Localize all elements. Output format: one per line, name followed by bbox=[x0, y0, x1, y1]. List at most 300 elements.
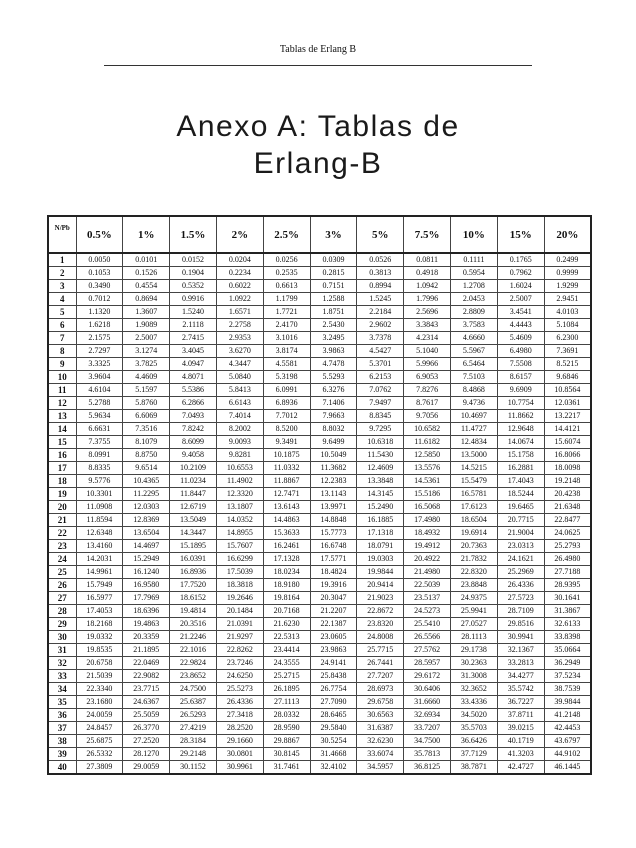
table-cell: 37.8711 bbox=[497, 709, 544, 722]
table-cell: 8.4868 bbox=[451, 384, 498, 397]
table-cell: 28.0332 bbox=[263, 709, 310, 722]
table-cell: 17.5039 bbox=[216, 566, 263, 579]
table-cell: 36.8125 bbox=[404, 761, 451, 775]
table-cell: 12.6348 bbox=[76, 527, 123, 540]
table-cell: 12.9648 bbox=[497, 423, 544, 436]
table-cell: 33.7207 bbox=[404, 722, 451, 735]
table-cell: 4.0947 bbox=[170, 358, 217, 371]
table-cell: 19.3916 bbox=[310, 579, 357, 592]
table-cell: 16.0391 bbox=[170, 553, 217, 566]
table-cell: 31.7461 bbox=[263, 761, 310, 775]
table-row bbox=[48, 748, 591, 761]
table-cell: 11.4902 bbox=[216, 475, 263, 488]
table-cell: 34.7500 bbox=[404, 735, 451, 748]
table-row bbox=[48, 501, 591, 514]
table-cell: 18.4824 bbox=[310, 566, 357, 579]
table-cell: 26.4336 bbox=[216, 696, 263, 709]
table-row bbox=[48, 657, 591, 670]
table-cell: 15.1895 bbox=[170, 540, 217, 553]
table-cell: 10.4697 bbox=[451, 410, 498, 423]
table-cell: 18.2168 bbox=[76, 618, 123, 631]
table-cell: 22.8262 bbox=[216, 644, 263, 657]
table-cell: 1.6024 bbox=[497, 280, 544, 293]
table-cell: 26.7754 bbox=[310, 683, 357, 696]
table-cell: 32.4102 bbox=[310, 761, 357, 775]
table-cell: 21.5039 bbox=[76, 670, 123, 683]
table-cell: 8.8335 bbox=[76, 462, 123, 475]
table-cell: 23.7715 bbox=[123, 683, 170, 696]
table-cell: 6.5464 bbox=[451, 358, 498, 371]
table-cell: 41.3203 bbox=[497, 748, 544, 761]
table-cell: 0.3490 bbox=[76, 280, 123, 293]
table-cell: 0.9999 bbox=[544, 267, 591, 280]
table-cell: 16.1885 bbox=[357, 514, 404, 527]
table-cell: 0.0309 bbox=[310, 253, 357, 267]
table-row bbox=[48, 670, 591, 683]
row-channels: 15 bbox=[48, 436, 76, 449]
column-header: 2% bbox=[216, 216, 263, 253]
row-channels: 18 bbox=[48, 475, 76, 488]
table-cell: 42.4453 bbox=[544, 722, 591, 735]
table-cell: 13.6143 bbox=[263, 501, 310, 514]
table-cell: 15.5186 bbox=[404, 488, 451, 501]
table-cell: 15.7949 bbox=[76, 579, 123, 592]
table-cell: 25.2793 bbox=[544, 540, 591, 553]
table-cell: 2.2184 bbox=[357, 306, 404, 319]
table-cell: 22.8320 bbox=[451, 566, 498, 579]
column-header: 20% bbox=[544, 216, 591, 253]
table-cell: 9.6499 bbox=[310, 436, 357, 449]
table-cell: 25.9941 bbox=[451, 605, 498, 618]
table-cell: 21.9023 bbox=[357, 592, 404, 605]
table-cell: 7.7012 bbox=[263, 410, 310, 423]
table-cell: 16.8936 bbox=[170, 566, 217, 579]
table-cell: 19.4814 bbox=[170, 605, 217, 618]
table-cell: 7.8276 bbox=[404, 384, 451, 397]
table-cell: 5.3198 bbox=[263, 371, 310, 384]
table-cell: 11.8662 bbox=[497, 410, 544, 423]
table-cell: 26.4336 bbox=[497, 579, 544, 592]
table-cell: 23.0605 bbox=[310, 631, 357, 644]
table-cell: 32.3652 bbox=[451, 683, 498, 696]
table-cell: 17.4053 bbox=[76, 605, 123, 618]
table-cell: 1.5245 bbox=[357, 293, 404, 306]
table-cell: 38.7539 bbox=[544, 683, 591, 696]
table-cell: 4.2314 bbox=[404, 332, 451, 345]
row-channels: 6 bbox=[48, 319, 76, 332]
table-row bbox=[48, 631, 591, 644]
row-channels: 2 bbox=[48, 267, 76, 280]
table-cell: 0.5954 bbox=[451, 267, 498, 280]
row-channels: 29 bbox=[48, 618, 76, 631]
table-cell: 2.2758 bbox=[216, 319, 263, 332]
table-cell: 17.1318 bbox=[357, 527, 404, 540]
table-cell: 11.0908 bbox=[76, 501, 123, 514]
table-cell: 19.6914 bbox=[451, 527, 498, 540]
table-cell: 18.4932 bbox=[404, 527, 451, 540]
table-cell: 28.7109 bbox=[497, 605, 544, 618]
table-cell: 23.4414 bbox=[263, 644, 310, 657]
table-cell: 0.8694 bbox=[123, 293, 170, 306]
table-cell: 19.4863 bbox=[123, 618, 170, 631]
table-cell: 11.2295 bbox=[123, 488, 170, 501]
table-cell: 14.4863 bbox=[263, 514, 310, 527]
row-channels: 40 bbox=[48, 761, 76, 775]
table-cell: 25.8438 bbox=[310, 670, 357, 683]
table-cell: 7.3755 bbox=[76, 436, 123, 449]
table-cell: 28.9590 bbox=[263, 722, 310, 735]
table-cell: 13.4160 bbox=[76, 540, 123, 553]
page-title bbox=[0, 108, 636, 182]
table-cell: 1.1799 bbox=[263, 293, 310, 306]
table-cell: 29.0059 bbox=[123, 761, 170, 775]
table-cell: 29.1738 bbox=[451, 644, 498, 657]
table-cell: 35.5742 bbox=[497, 683, 544, 696]
table-cell: 4.3447 bbox=[216, 358, 263, 371]
table-cell: 16.5977 bbox=[76, 592, 123, 605]
table-cell: 16.1240 bbox=[123, 566, 170, 579]
table-cell: 6.8936 bbox=[263, 397, 310, 410]
table-cell: 1.2708 bbox=[451, 280, 498, 293]
table-cell: 20.7363 bbox=[451, 540, 498, 553]
table-cell: 23.7246 bbox=[216, 657, 263, 670]
table-row bbox=[48, 423, 591, 436]
table-cell: 0.4918 bbox=[404, 267, 451, 280]
table-cell: 25.5410 bbox=[404, 618, 451, 631]
title-line-1: Anexo A: Tablas de bbox=[176, 110, 460, 143]
table-cell: 13.3848 bbox=[357, 475, 404, 488]
table-cell: 9.6909 bbox=[497, 384, 544, 397]
table-cell: 17.5771 bbox=[310, 553, 357, 566]
table-cell: 6.2300 bbox=[544, 332, 591, 345]
table-cell: 24.8457 bbox=[76, 722, 123, 735]
table-cell: 5.2788 bbox=[76, 397, 123, 410]
table-cell: 27.0527 bbox=[451, 618, 498, 631]
table-cell: 3.1016 bbox=[263, 332, 310, 345]
table-cell: 20.9414 bbox=[357, 579, 404, 592]
table-cell: 26.3770 bbox=[123, 722, 170, 735]
table-cell: 12.7471 bbox=[263, 488, 310, 501]
table-cell: 24.5273 bbox=[404, 605, 451, 618]
table-cell: 22.1016 bbox=[170, 644, 217, 657]
table-cell: 15.5479 bbox=[451, 475, 498, 488]
table-cell: 35.5703 bbox=[451, 722, 498, 735]
table-cell: 10.5049 bbox=[310, 449, 357, 462]
table-cell: 21.0391 bbox=[216, 618, 263, 631]
table-cell: 2.4170 bbox=[263, 319, 310, 332]
table-cell: 8.1079 bbox=[123, 436, 170, 449]
table-cell: 46.1445 bbox=[544, 761, 591, 775]
table-cell: 13.1807 bbox=[216, 501, 263, 514]
table-row bbox=[48, 293, 591, 306]
table-cell: 25.7715 bbox=[357, 644, 404, 657]
table-cell: 5.9966 bbox=[404, 358, 451, 371]
table-row bbox=[48, 709, 591, 722]
table-cell: 20.3516 bbox=[170, 618, 217, 631]
table-cell: 33.6074 bbox=[357, 748, 404, 761]
table-cell: 23.1680 bbox=[76, 696, 123, 709]
table-cell: 5.8413 bbox=[216, 384, 263, 397]
table-cell: 6.9053 bbox=[404, 371, 451, 384]
table-cell: 14.8848 bbox=[310, 514, 357, 527]
table-cell: 18.6152 bbox=[170, 592, 217, 605]
table-cell: 15.6074 bbox=[544, 436, 591, 449]
table-cell: 24.0059 bbox=[76, 709, 123, 722]
table-cell: 23.8848 bbox=[451, 579, 498, 592]
table-cell: 19.0332 bbox=[76, 631, 123, 644]
table-row bbox=[48, 722, 591, 735]
table-cell: 33.8398 bbox=[544, 631, 591, 644]
table-cell: 8.2002 bbox=[216, 423, 263, 436]
table-cell: 9.0093 bbox=[216, 436, 263, 449]
table-cell: 21.1895 bbox=[123, 644, 170, 657]
table-cell: 4.5427 bbox=[357, 345, 404, 358]
table-cell: 20.7715 bbox=[497, 514, 544, 527]
table-cell: 16.5068 bbox=[404, 501, 451, 514]
row-channels: 26 bbox=[48, 579, 76, 592]
table-cell: 20.3359 bbox=[123, 631, 170, 644]
row-channels: 36 bbox=[48, 709, 76, 722]
table-cell: 5.3701 bbox=[357, 358, 404, 371]
table-cell: 10.4365 bbox=[123, 475, 170, 488]
table-cell: 0.0050 bbox=[76, 253, 123, 267]
row-channels: 25 bbox=[48, 566, 76, 579]
table-cell: 11.3682 bbox=[310, 462, 357, 475]
table-cell: 1.6571 bbox=[216, 306, 263, 319]
table-cell: 18.3818 bbox=[216, 579, 263, 592]
table-cell: 30.2363 bbox=[451, 657, 498, 670]
table-cell: 27.5762 bbox=[404, 644, 451, 657]
table-cell: 23.8652 bbox=[170, 670, 217, 683]
table-row bbox=[48, 761, 591, 775]
table-cell: 29.6172 bbox=[404, 670, 451, 683]
table-cell: 0.2535 bbox=[263, 267, 310, 280]
table-cell: 3.3843 bbox=[404, 319, 451, 332]
table-cell: 10.2109 bbox=[170, 462, 217, 475]
table-cell: 28.1113 bbox=[451, 631, 498, 644]
table-cell: 18.6396 bbox=[123, 605, 170, 618]
table-cell: 12.0361 bbox=[544, 397, 591, 410]
table-cell: 12.3320 bbox=[216, 488, 263, 501]
table-cell: 22.5313 bbox=[263, 631, 310, 644]
table-cell: 27.7090 bbox=[310, 696, 357, 709]
table-cell: 22.8672 bbox=[357, 605, 404, 618]
row-channels: 31 bbox=[48, 644, 76, 657]
table-cell: 1.2588 bbox=[310, 293, 357, 306]
table-cell: 14.3145 bbox=[357, 488, 404, 501]
table-cell: 29.1660 bbox=[216, 735, 263, 748]
table-row bbox=[48, 618, 591, 631]
table-row bbox=[48, 384, 591, 397]
table-cell: 27.4219 bbox=[170, 722, 217, 735]
table-cell: 0.1053 bbox=[76, 267, 123, 280]
table-cell: 10.7754 bbox=[497, 397, 544, 410]
table-cell: 17.7969 bbox=[123, 592, 170, 605]
table-cell: 5.0840 bbox=[216, 371, 263, 384]
table-cell: 30.8145 bbox=[263, 748, 310, 761]
table-row bbox=[48, 592, 591, 605]
table-cell: 10.6318 bbox=[357, 436, 404, 449]
table-row bbox=[48, 566, 591, 579]
row-channels: 37 bbox=[48, 722, 76, 735]
table-cell: 15.2490 bbox=[357, 501, 404, 514]
row-channels: 30 bbox=[48, 631, 76, 644]
table-cell: 13.5000 bbox=[451, 449, 498, 462]
table-cell: 33.2813 bbox=[497, 657, 544, 670]
table-cell: 16.9580 bbox=[123, 579, 170, 592]
table-cell: 2.9451 bbox=[544, 293, 591, 306]
table-cell: 16.5781 bbox=[451, 488, 498, 501]
table-cell: 21.4980 bbox=[404, 566, 451, 579]
table-cell: 27.2520 bbox=[123, 735, 170, 748]
column-header: 2.5% bbox=[263, 216, 310, 253]
table-cell: 14.4121 bbox=[544, 423, 591, 436]
table-cell: 1.9299 bbox=[544, 280, 591, 293]
table-cell: 16.6299 bbox=[216, 553, 263, 566]
table-cell: 21.6348 bbox=[544, 501, 591, 514]
table-cell: 24.0625 bbox=[544, 527, 591, 540]
table-cell: 5.5967 bbox=[451, 345, 498, 358]
table-cell: 26.5332 bbox=[76, 748, 123, 761]
table-cell: 18.9180 bbox=[263, 579, 310, 592]
table-row bbox=[48, 345, 591, 358]
table-cell: 16.8066 bbox=[544, 449, 591, 462]
row-channels: 28 bbox=[48, 605, 76, 618]
table-cell: 15.3633 bbox=[263, 527, 310, 540]
table-cell: 0.0204 bbox=[216, 253, 263, 267]
table-row bbox=[48, 371, 591, 384]
table-cell: 2.7415 bbox=[170, 332, 217, 345]
table-cell: 14.4697 bbox=[123, 540, 170, 553]
table-cell: 29.8516 bbox=[497, 618, 544, 631]
table-cell: 10.3301 bbox=[76, 488, 123, 501]
table-cell: 12.0303 bbox=[123, 501, 170, 514]
table-cell: 1.3607 bbox=[123, 306, 170, 319]
table-cell: 31.6660 bbox=[404, 696, 451, 709]
table-cell: 12.2383 bbox=[310, 475, 357, 488]
table-cell: 2.1575 bbox=[76, 332, 123, 345]
table-cell: 42.4727 bbox=[497, 761, 544, 775]
table-cell: 7.4014 bbox=[216, 410, 263, 423]
table-cell: 9.4736 bbox=[451, 397, 498, 410]
table-row bbox=[48, 488, 591, 501]
table-cell: 17.1328 bbox=[263, 553, 310, 566]
corner-header: N/Pb bbox=[48, 216, 76, 253]
table-cell: 16.6748 bbox=[310, 540, 357, 553]
table-cell: 9.6846 bbox=[544, 371, 591, 384]
table-cell: 23.0313 bbox=[497, 540, 544, 553]
table-cell: 9.3491 bbox=[263, 436, 310, 449]
table-row bbox=[48, 514, 591, 527]
table-cell: 11.8594 bbox=[76, 514, 123, 527]
table-cell: 5.5386 bbox=[170, 384, 217, 397]
row-channels: 33 bbox=[48, 670, 76, 683]
table-row bbox=[48, 319, 591, 332]
table-cell: 11.8867 bbox=[263, 475, 310, 488]
table-cell: 17.4043 bbox=[497, 475, 544, 488]
row-channels: 17 bbox=[48, 462, 76, 475]
table-cell: 3.2495 bbox=[310, 332, 357, 345]
table-cell: 1.6218 bbox=[76, 319, 123, 332]
table-cell: 7.8242 bbox=[170, 423, 217, 436]
table-cell: 0.6022 bbox=[216, 280, 263, 293]
table-cell: 32.6133 bbox=[544, 618, 591, 631]
table-cell: 30.0801 bbox=[216, 748, 263, 761]
table-cell: 27.1113 bbox=[263, 696, 310, 709]
table-cell: 15.2949 bbox=[123, 553, 170, 566]
table-cell: 19.0303 bbox=[357, 553, 404, 566]
table-cell: 4.0103 bbox=[544, 306, 591, 319]
table-cell: 0.0811 bbox=[404, 253, 451, 267]
table-cell: 0.0152 bbox=[170, 253, 217, 267]
table-cell: 31.3008 bbox=[451, 670, 498, 683]
table-cell: 4.5581 bbox=[263, 358, 310, 371]
table-cell: 2.9602 bbox=[357, 319, 404, 332]
table-cell: 14.3447 bbox=[170, 527, 217, 540]
column-header: 5% bbox=[357, 216, 404, 253]
row-channels: 11 bbox=[48, 384, 76, 397]
table-cell: 25.6387 bbox=[170, 696, 217, 709]
table-cell: 7.5508 bbox=[497, 358, 544, 371]
table-cell: 12.6719 bbox=[170, 501, 217, 514]
row-channels: 21 bbox=[48, 514, 76, 527]
table-cell: 40.1719 bbox=[497, 735, 544, 748]
table-cell: 0.7012 bbox=[76, 293, 123, 306]
table-cell: 31.3867 bbox=[544, 605, 591, 618]
table-cell: 22.9824 bbox=[170, 657, 217, 670]
table-cell: 34.5020 bbox=[451, 709, 498, 722]
table-cell: 3.7583 bbox=[451, 319, 498, 332]
table-cell: 3.3325 bbox=[76, 358, 123, 371]
erlang-b-table bbox=[47, 215, 592, 775]
row-channels: 3 bbox=[48, 280, 76, 293]
column-header: 3% bbox=[310, 216, 357, 253]
table-cell: 4.8071 bbox=[170, 371, 217, 384]
table-cell: 19.6465 bbox=[497, 501, 544, 514]
table-cell: 5.9634 bbox=[76, 410, 123, 423]
table-cell: 0.2815 bbox=[310, 267, 357, 280]
table-cell: 0.1904 bbox=[170, 267, 217, 280]
table-cell: 7.9663 bbox=[310, 410, 357, 423]
table-cell: 3.4541 bbox=[497, 306, 544, 319]
table-cell: 19.2646 bbox=[216, 592, 263, 605]
table-cell: 14.2031 bbox=[76, 553, 123, 566]
table-cell: 3.7378 bbox=[357, 332, 404, 345]
table-row bbox=[48, 253, 591, 267]
table-cell: 3.7825 bbox=[123, 358, 170, 371]
table-cell: 26.1895 bbox=[263, 683, 310, 696]
table-cell: 2.5430 bbox=[310, 319, 357, 332]
table-cell: 16.2881 bbox=[497, 462, 544, 475]
table-row bbox=[48, 436, 591, 449]
table-cell: 30.5254 bbox=[310, 735, 357, 748]
table-cell: 12.5850 bbox=[404, 449, 451, 462]
table-cell: 36.6426 bbox=[451, 735, 498, 748]
table-row bbox=[48, 449, 591, 462]
table-cell: 31.4668 bbox=[310, 748, 357, 761]
table-cell: 35.0664 bbox=[544, 644, 591, 657]
table-cell: 27.3418 bbox=[216, 709, 263, 722]
table-cell: 18.0234 bbox=[263, 566, 310, 579]
table-cell: 28.6465 bbox=[310, 709, 357, 722]
table-cell: 4.4609 bbox=[123, 371, 170, 384]
table-cell: 26.5293 bbox=[170, 709, 217, 722]
table-cell: 21.9297 bbox=[216, 631, 263, 644]
table-cell: 9.4058 bbox=[170, 449, 217, 462]
row-channels: 9 bbox=[48, 358, 76, 371]
column-header: 15% bbox=[497, 216, 544, 253]
table-cell: 2.5007 bbox=[123, 332, 170, 345]
